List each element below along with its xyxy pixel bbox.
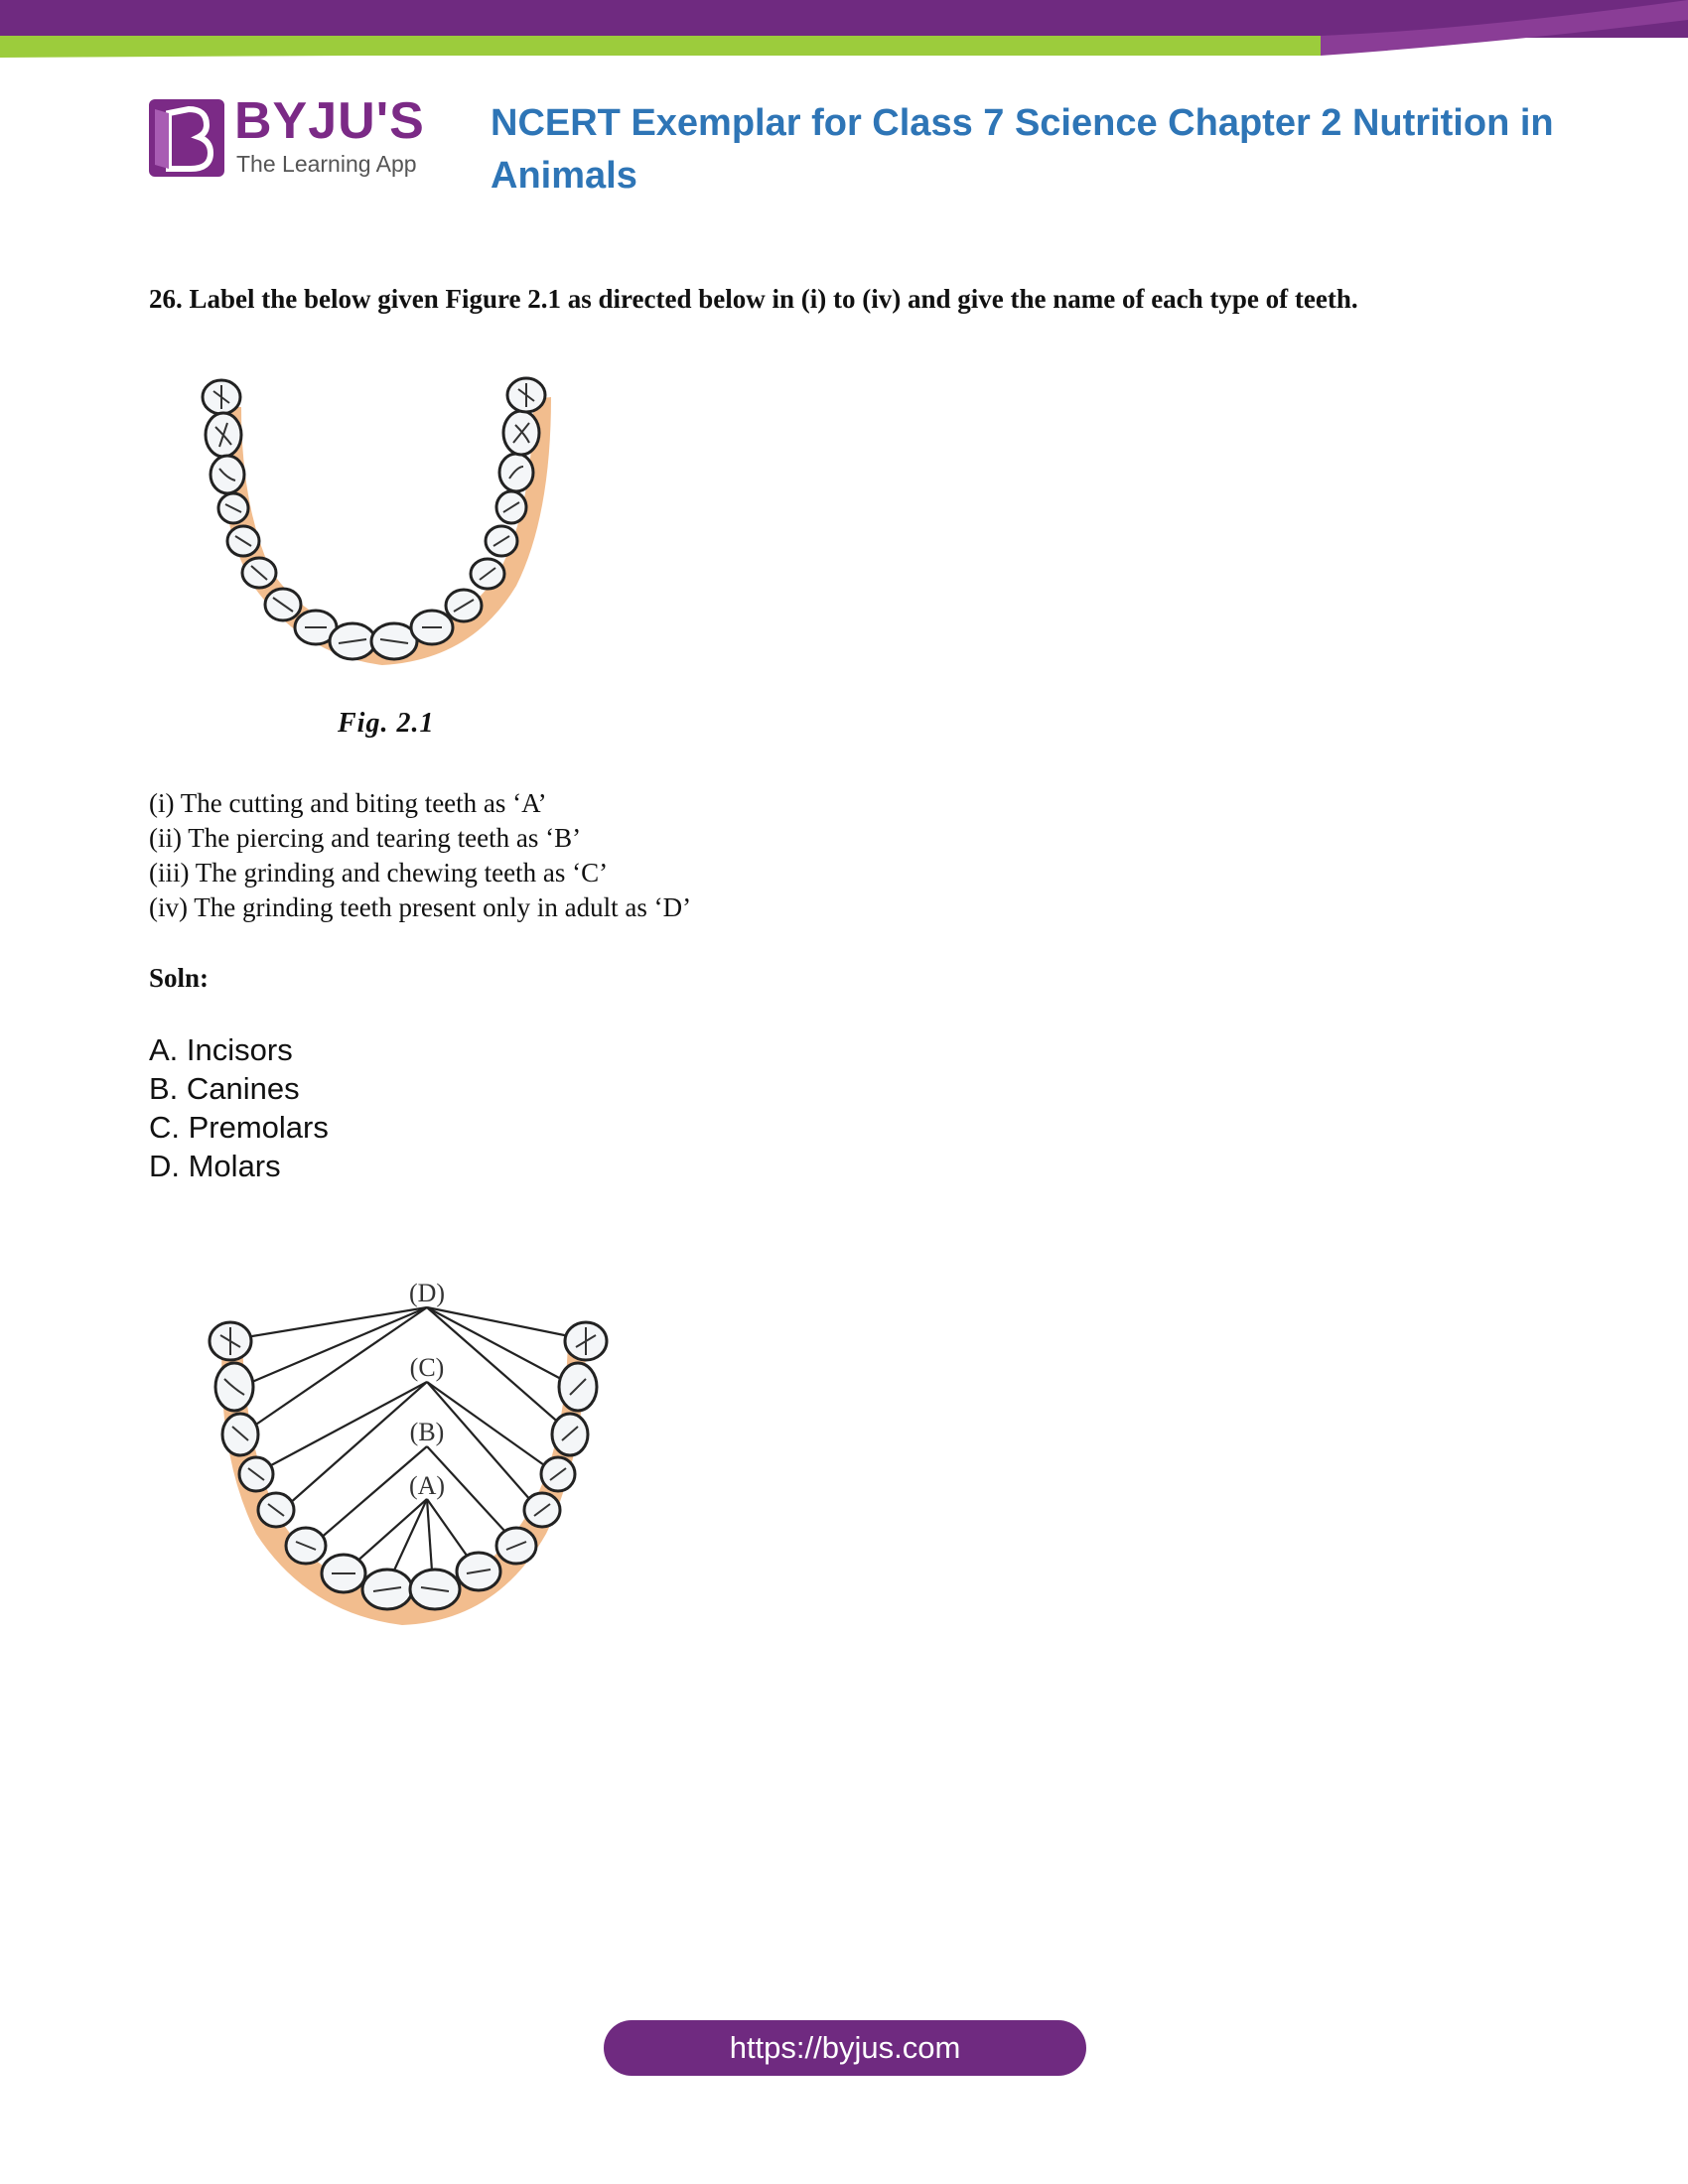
- header-band: [0, 0, 1688, 64]
- question-text: 26. Label the below given Figure 2.1 as directed below in (i) to (iv) and give the name of each type of teeth.: [149, 284, 1358, 314]
- byjus-logo[interactable]: [149, 92, 437, 181]
- footer-url-link[interactable]: https://byjus.com: [729, 2030, 961, 2065]
- label-c: (C): [409, 1353, 445, 1382]
- label-a: (A): [408, 1471, 446, 1500]
- answer-item: B. Canines: [149, 1071, 300, 1106]
- direction-item: (ii) The piercing and tearing teeth as ‘B’: [149, 823, 582, 853]
- directions-list: [149, 786, 691, 925]
- logo-b-icon: [149, 99, 224, 177]
- solution-label: Soln:: [149, 963, 210, 993]
- label-b: (B): [409, 1418, 445, 1446]
- document-title: NCERT Exemplar for Class 7 Science Chapter 2 Nutrition in Animals: [491, 102, 1554, 197]
- answer-item: D. Molars: [149, 1149, 281, 1183]
- label-d: (D): [408, 1279, 446, 1307]
- labelled-teeth-figure: [189, 1256, 655, 1663]
- answer-item: C. Premolars: [149, 1110, 329, 1145]
- teeth-jaw-figure: [184, 367, 601, 675]
- logo-tagline: The Learning App: [236, 151, 417, 177]
- direction-item: (iv) The grinding teeth present only in adult as ‘D’: [149, 892, 692, 922]
- figure-caption: Fig. 2.1: [338, 708, 435, 739]
- answers-list: [149, 1030, 329, 1185]
- logo-name: BYJU'S: [234, 92, 425, 150]
- footer-url-pill[interactable]: [604, 2020, 1086, 2076]
- direction-item: (iii) The grinding and chewing teeth as ‘C’: [149, 858, 609, 887]
- direction-item: (i) The cutting and biting teeth as ‘A’: [149, 788, 547, 818]
- answer-item: A. Incisors: [149, 1032, 293, 1067]
